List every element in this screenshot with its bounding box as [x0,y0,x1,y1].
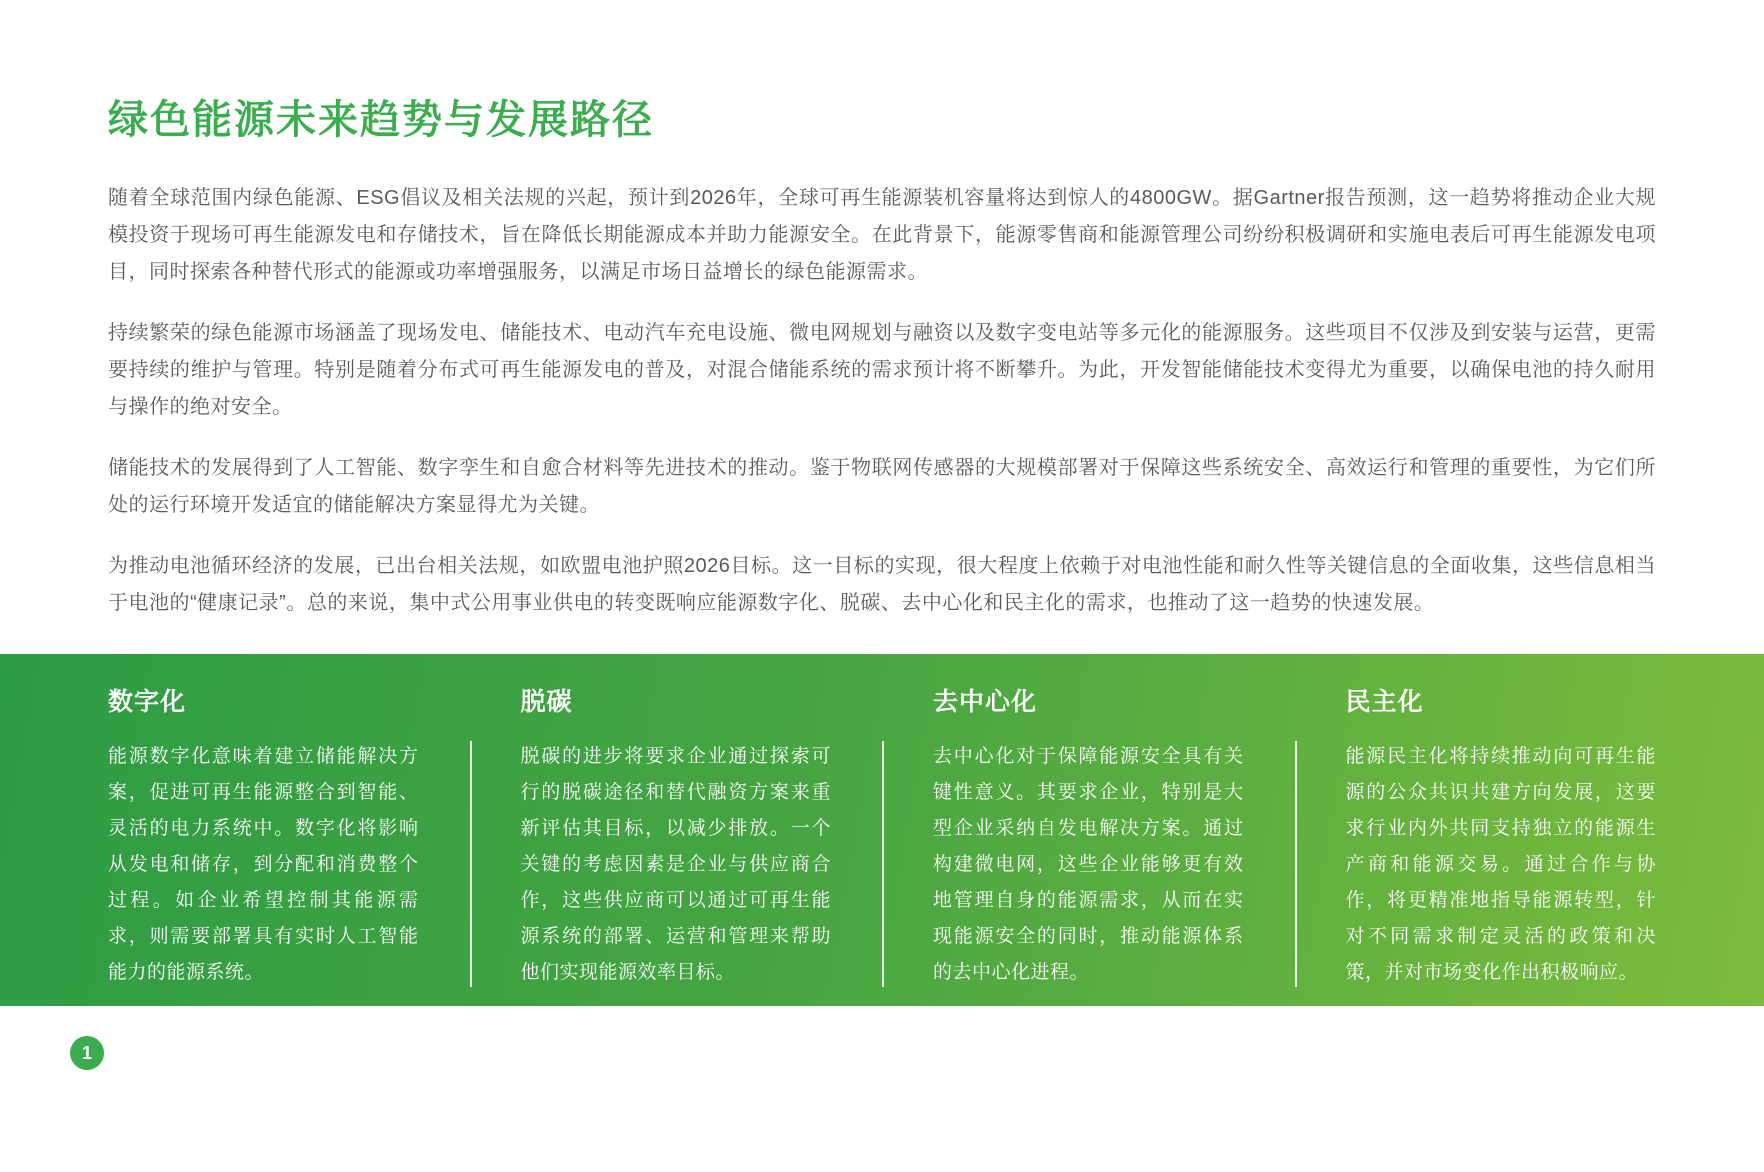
vertical-divider [470,741,472,987]
pillar-title: 脱碳 [520,688,573,716]
pillar-body: 能源民主化将持续推动向可再生能源的公众共识共建方向发展，这要求行业内外共同支持独立的能源生产商和能源交易。通过合作与协作，将更精准地指导能源转型，针对不同需求制定灵活的政策和决策，并对市场变化作出积极响应。 [1345,746,1656,983]
green-pillars-band [0,654,1764,1006]
body-paragraph-4: 为推动电池循环经济的发展，已出台相关法规，如欧盟电池护照2026目标。这一目标的实现，很大程度上依赖于对电池性能和耐久性等关键信息的全面收集，这些信息相当于电池的“健康记录”。总的来说，集中式公用事业供电的转变既响应能源数字化、脱碳、去中心化和民主化的需求，也推动了这一趋势的快速发展。 [108,555,1656,614]
pillar-body: 脱碳的进步将要求企业通过探索可行的脱碳途径和替代融资方案来重新评估其目标，以减少排放。一个关键的考虑因素是企业与供应商合作，这些供应商可以通过可再生能源系统的部署、运营和管理来帮助他们实现能源效率目标。 [520,746,831,983]
page-title: 绿色能源未来趋势与发展路径 [108,98,654,142]
page-number: 1 [81,1042,92,1063]
pillar-decarbonization [521,686,832,991]
pillar-democratization [1346,686,1657,991]
pillar-title: 数字化 [108,688,187,716]
body-paragraph-3: 储能技术的发展得到了人工智能、数字孪生和自愈合材料等先进技术的推动。鉴于物联网传感器的大规模部署对于保障这些系统安全、高效运行和管理的重要性，为它们所处的运行环境开发适宜的储能解决方案显得尤为关键。 [108,457,1656,516]
vertical-divider [882,741,884,987]
body-paragraph-2: 持续繁荣的绿色能源市场涵盖了现场发电、储能技术、电动汽车充电设施、微电网规划与融资以及数字变电站等多元化的能源服务。这些项目不仅涉及到安装与运营，更需要持续的维护与管理。特别是随着分布式可再生能源发电的普及，对混合储能系统的需求预计将不断攀升。为此，开发智能储能技术变得尤为重要，以确保电池的持久耐用与操作的绝对安全。 [108,322,1656,418]
page-number-badge [70,1036,104,1070]
pillars-grid [108,686,1656,991]
pillar-title: 去中心化 [933,688,1038,716]
body-paragraph-1: 随着全球范围内绿色能源、ESG倡议及相关法规的兴起，预计到2026年，全球可再生能源装机容量将达到惊人的4800GW。据Gartner报告预测，这一趋势将推动企业大规模投资于现场可再生能源发电和存储技术，旨在降低长期能源成本并助力能源安全。在此背景下，能源零售商和能源管理公司纷纷积极调研和实施电表后可再生能源发电项目，同时探索各种替代形式的能源或功率增强服务，以满足市场日益增长的绿色能源需求。 [108,187,1656,283]
pillar-body: 去中心化对于保障能源安全具有关键性意义。其要求企业，特别是大型企业采纳自发电解决方案。通过构建微电网，这些企业能够更有效地管理自身的能源需求，从而在实现能源安全的同时，推动能源体系的去中心化进程。 [933,746,1244,983]
pillar-body: 能源数字化意味着建立储能解决方案，促进可再生能源整合到智能、灵活的电力系统中。数字化将影响从发电和储存，到分配和消费整个过程。如企业希望控制其能源需求，则需要部署具有实时人工智能能力的能源系统。 [108,746,419,983]
pillar-title: 民主化 [1345,688,1424,716]
pillar-digitalization [108,686,419,991]
pillar-decentralization [933,686,1244,991]
vertical-divider [1295,741,1297,987]
